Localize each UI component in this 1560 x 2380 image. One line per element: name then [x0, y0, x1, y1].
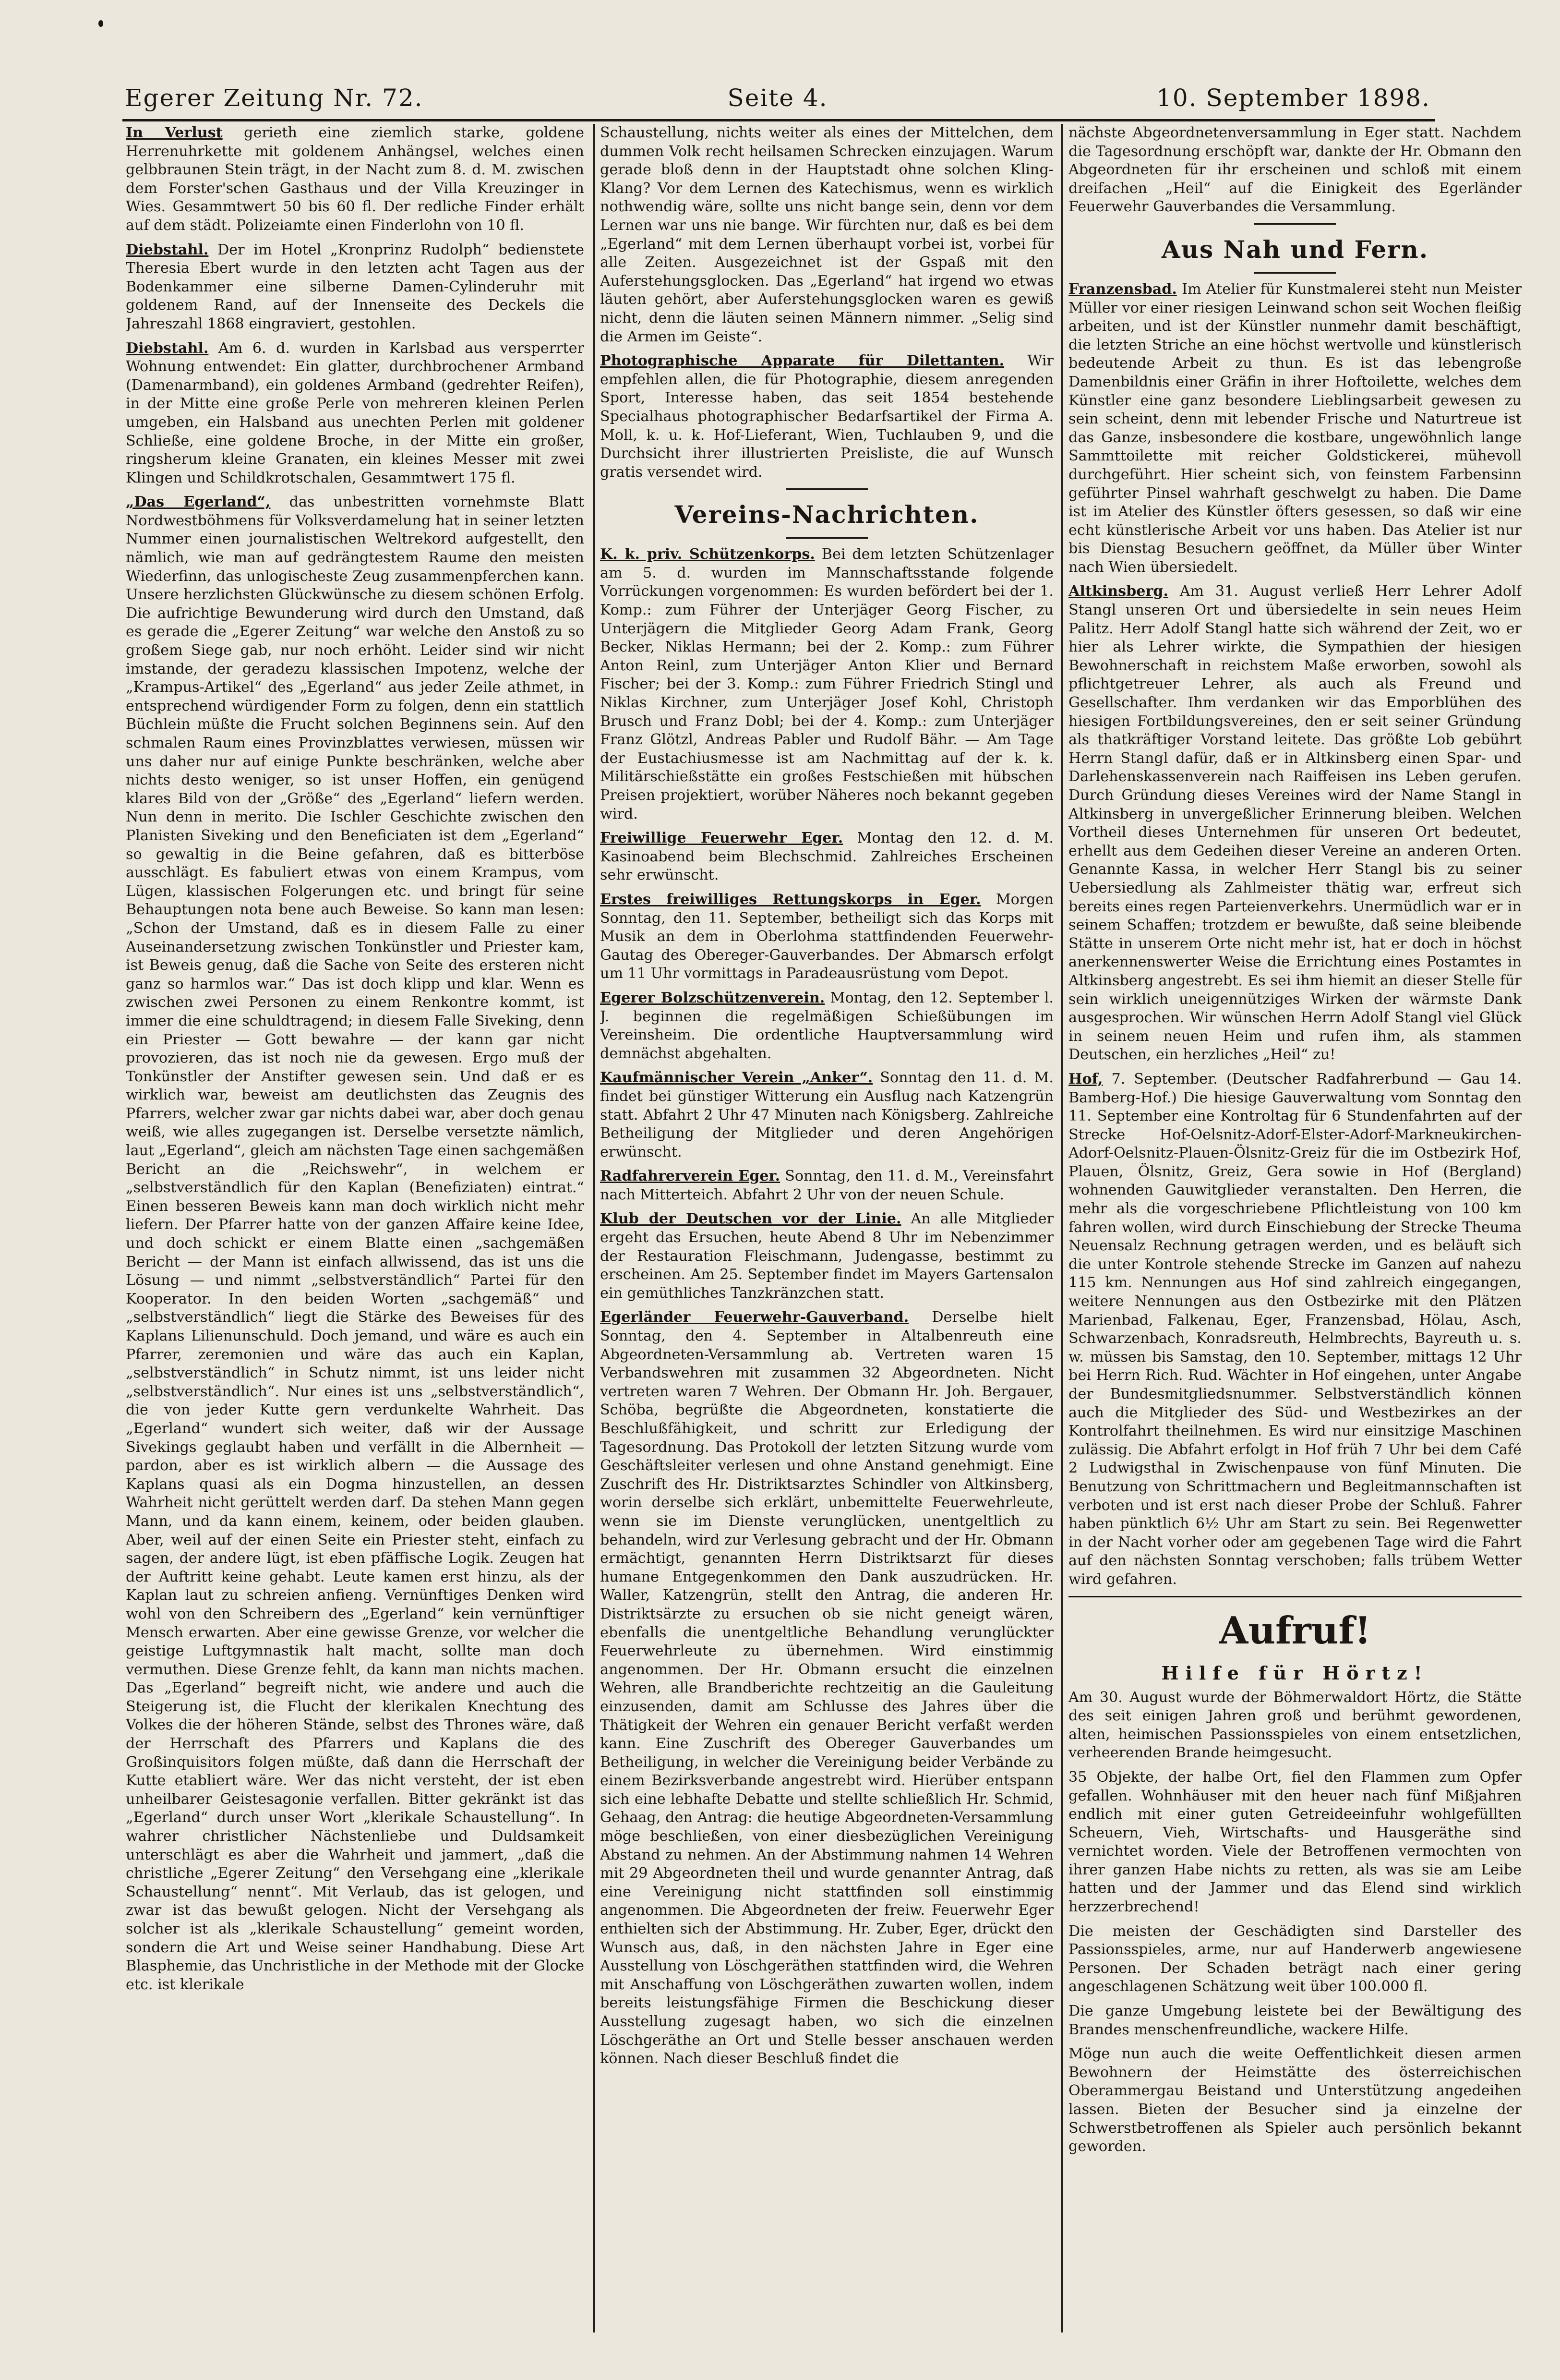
appeal-paragraph: Die ganze Umgebung leistete bei der Bewältigung des Brandes menschenfreundliche, wackere Hilfe. — [1068, 2003, 1522, 2038]
club-news-item: Klub der Deutschen vor der Linie. An alle Mitglieder ergeht das Ersuchen, heute Abend 8 Uhr im Nebenzimmer der Restauration Fleischmann, Judengasse, bestimmt zu erscheinen. Am 25. September findet im Mayers Gartensalon ein gemüthliches Tanzkränzchen statt. — [600, 1210, 1054, 1302]
article-egerland-polemic: „Das Egerland“, das unbestritten vornehmste Blatt Nordwestböhmens für Volksverdamelung hat in seiner letzten Nummer einen journalistischen Weltrekord aufgestellt, den nämlich, wie man auf gedrängtestem Raume den meisten Wiederfinn, das unlogischeste Zeug zusammenpferchen kann. Unsere herzlichsten Glückwünsche zu diesem schönen Erfolg. Die aufrichtige Bewunderung wird durch den Umstand, daß es gerade die „Egerer Zeitung“ war welche den Anstoß zu so großem Siege gab, nur noch erhöht. Leider sind wir nicht imstande, der geradezu klassischen Impotenz, welche der „Krampus-Artikel“ des „Egerland“ aus jeder Zeile athmet, in entsprechend würdigender Form zu folgen, denn ein stattlich Büchlein müßte die Frucht solchen Beginnens sein. Auf den schmalen Raum eines Provinzblattes verwiesen, müssen wir uns daher nur auf einige Punkte beschränken, welche aber nichts desto weniger, so ist unser Hoffen, ein genügend klares Bild von der „Größe“ des „Egerland“ liefern werden. Nun denn in merito. Die Ischler Geschichte zwischen den Planisten Siveking und den Beneficiaten ist dem „Egerland“ so gewaltig in die Beine gefahren, daß es bitterböse ausschlägt. Es fabuliert etwas von einem Krampus, vom Lügen, klassischen Folgerungen etc. und bringt für seine Behauptungen nota bene auch Beweise. So kann man lesen: „Schon der Umstand, daß es in diesem Falle zu einer Auseinandersetzung zwischen Tonkünstler und Priester kam, ist Beweis genug, daß die Sache von Seite des ersteren nicht ganz so harmlos war.“ Das ist doch klipp und klar. Wenn es zwischen zwei Personen zu einem Renkontre kommt, ist immer die eine schuldtragend; in diesem Falle Siveking, denn ein Priester — Gott bewahre — der kann gar nicht provozieren, das ist noch nie da gewesen. Ergo muß der Tonkünstler der Anstifter gewesen sein. Und daß er es wirklich war, beweist am deutlichsten das Zeugnis des Pfarrers, welcher zwar gar nichts dabei war, aber doch genau weiß, wie alles zugegangen ist. Derselbe versetzte nämlich, laut „Egerland“, gleich am nächsten Tage einen sachgemäßen Bericht an die „Reichswehr“, in welchem er „selbstverständlich für den Kaplan (Benefiziaten) eintrat.“ Einen besseren Beweis kann man doch wirklich nicht mehr liefern. Der Pfarrer hatte von der ganzen Affaire keine Idee, und doch schickt er einem Blatte einen „sachgemäßen Bericht — der Mann ist einfach allwissend, das ist uns die Lösung — und nimmt „selbstverständlich“ Partei für den Kooperator. In den beiden Worten „sachgemäß“ und „selbstverständlich“ liegt die Stärke des Beweises für des Kaplans Lilienunschuld. Doch jemand, und wäre es auch ein Pfarrer, zeremonien und wäre das auch ein Kaplan, „selbstverständlich“ in Schutz nimmt, ist uns leider nicht „selbstverständlich“. Nur eines ist uns „selbstverständlich“, die von jeder Kutte gern verdunkelte Wahrheit. Das „Egerland“ wundert sich weiter, daß wir der Aussage Sivekings geglaubt haben und verfällt in die Albernheit — pardon, aber es ist wirklich albern — die Aussage des Kaplans quasi als ein Dogma hinzustellen, an dessen Wahrheit nicht gerüttelt werden darf. Da stehen Mann gegen Mann, und da kann einem, keinem, oder beiden glauben. Aber, weil auf der einen Seite ein Priester steht, einfach zu sagen, der andere lügt, ist eben pfäffische Logik. Zeugen hat der Auftritt keine gehabt. Leute kamen erst hinzu, als der Kaplan laut zu schreien anfieng. Vernünftiges Denken wird wohl von den Schreibern des „Egerland“ kein vernünftiger Mensch erwarten. Aber eine gewisse Grenze, vor welcher die geistige Luftgymnastik halt macht, sollte man doch vermuthen. Diese Grenze fehlt, da kann man nichts machen. Das „Egerland“ begreift nicht, wie andere und auch die Steigerung ist, die Flucht der klerikalen Knechtung des Volkes die der höheren Stände, selbst des Thrones wäre, daß der Herrschaft des Pfarrers und Kaplans die des Großinquisitors folgen müßte, daß dann die Herrschaft der Kutte etabliert wäre. Wer das nicht versteht, der ist eben unheilbarer Geistesagonie verfallen. Bitter gekränkt ist das „Egerland“ durch unser Wort „klerikale Schaustellung“. In wahrer christlicher Nächstenliebe und Duldsamkeit unterschlägt es aber die Wahrheit und jammert, „daß die christliche „Egerer Zeitung“ den Versehgang eine „klerikale Schaustellung“ nennt“. Mit Verlaub, das ist gelogen, und zwar ist das bewußt gelogen. Nicht der Versehgang als solcher ist als „klerikale Schaustellung“ gemeint worden, sondern die Art und Weise seiner Handhabung. Diese Art Blasphemie, das Unchristliche in der Methode mit der Glocke etc. ist klerikale — [126, 494, 584, 1993]
notice-theft-karlsbad: Diebstahl. Am 6. d. wurden in Karlsbad aus versperrter Wohnung entwendet: Ein glatter, durchbrochener Armband (Damenarmband), ein goldenes Armband (gedrehter Reifen), in der Mitte eine große Perle von mehreren kleinen Perlen umgeben, ein Halsband aus unechten Perlen mit goldener Schließe, eine goldene Broche, in der Mitte ein großer, ringsherum kleine Granaten, ein kleines Messer mit zwei Klingen und Schildkrotschalen, Gesammtwert 175 fl. — [126, 339, 584, 486]
section-divider — [786, 537, 868, 539]
news-item: Hof, 7. September. (Deutscher Radfahrerbund — Gau 14. Bamberg-Hof.) Die hiesige Gauverwaltung vom Sonntag den 11. September eine Kontroltag für 6 Stundenfahrten auf der Strecke Hof-Oelsnitz-Adorf-Elster-Adorf-Markneukirchen-Adorf-Oelsnitz-Plauen-Ölsnitz-Greiz für die im Ostbezirk Hof, Plauen, Ölsnitz, Greiz, Gera sowie in Hof (Bergland) wohnenden Gauwitglieder veranstalten. Den Herren, die mehr als die vorgeschriebene Pflichtleistung von 100 km fahren wollen, wird durch Einschiebung der Strecke Theuma Neuensalz Rechnung getragen werden, und es beläuft sich die unter Kontrole stehende Strecke im Ganzen auf nahezu 115 km. Nennungen aus Hof sind zahlreich eingegangen, weitere Nennungen aus den Ostbezirke mit den Plätzen Marienbad, Falkenau, Eger, Franzensbad, Hölau, Asch, Schwarzenbach, Konradsreuth, Helmbrechts, Bayreuth u. s. w. müssen bis Samstag, den 10. September, mittags 12 Uhr bei Herrn Rich. Rud. Wächter in Hof eingehen, unter Angabe der Bundesmitgliedsnummer. Selbstverständlich können auch die Mitglieder des Süd- und Westbezirkes an der Kontrolfahrt theilnehmen. Es wird nur einsitzige Maschinen zulässig. Die Abfahrt erfolgt in Hof früh 7 Uhr bei dem Café 2 Ludwigsthal in Zwischenpause von fünf Minuten. Die Benutzung von Schrittmachern und Begleitmannschaften ist verboten und ist erst nach dieser Probe der Schluß. Fahrer haben pünktlich 6½ Uhr am Start zu sein. Bei Regenwetter in der Nacht vorher oder am gegebenen Tage wird die Fahrt auf den nächsten Sonntag verschoben; falls trübem Wetter wird gefahren. — [1068, 1070, 1522, 1588]
paper-speck — [98, 20, 103, 27]
appeal-paragraph: Möge nun auch die weite Oeffentlichkeit diesen armen Bewohnern der Heimstätte des österreichischen Oberammergau Beistand und Unterstützung angedeihen lassen. Bieten der Besucher sind ja einzelne der Schwerstbetroffenen als Spieler auch persönlich bekannt geworden. — [1068, 2045, 1522, 2155]
notice-lost-watch-chain: In Verlust gerieth eine ziemlich starke, goldene Herrenuhrkette mit goldenem Anhängsel, welches einen gelbbraunen Stein trägt, in der Nacht zum 8. d. M. zwischen dem Forster'schen Gasthaus und der Villa Kreuzinger in Wies. Gesammtwert 50 bis 60 fl. Der redliche Finder erhält auf dem städt. Polizeiamte einen Finderlohn von 10 fl. — [126, 124, 584, 234]
club-news-item: Kaufmännischer Verein „Anker“. Sonntag den 11. d. M. findet bei günstiger Witterung ein Ausflug nach Katzengrün statt. Abfahrt 2 Uhr 47 Minuten nach Königsberg. Zahlreiche Betheiligung der Mitglieder und deren Angehörigen erwünscht. — [600, 1069, 1054, 1160]
section-divider — [1254, 223, 1336, 225]
header-newspaper-name: Egerer Zeitung Nr. 72. — [125, 84, 423, 112]
ad-photographic-apparatus: Photographische Apparate für Dilettanten. Wir empfehlen allen, die für Photographie, diesem anregenden Sport, Interesse haben, das seit 1854 bestehende Specialhaus photographischer Bedarfsartikel der Firma A. Moll, k. u. k. Hof-Lieferant, Wien, Tuchlauben 9, und die Durchsicht ihrer illustrierten Preisliste, die auf Wunsch gratis versendet wird. — [600, 352, 1054, 481]
appeal-title: Aufruf! — [1219, 1608, 1371, 1653]
appeal-paragraph: Am 30. August wurde der Böhmerwaldort Hörtz, die Stätte des seit einigen Jahren groß und berühmt gewordenen, alten, heimischen Passionsspieles von einem entsetzlichen, verheerenden Brande heimgesucht. — [1068, 1689, 1522, 1762]
appeal-subtitle: Hilfe für Hörtz! — [1161, 1662, 1429, 1684]
club-news-item: Erstes freiwilliges Rettungskorps in Eger. Morgen Sonntag, den 11. September, betheiligt sich das Korps mit Musik an dem in Oberlohma stattfindenden Feuerwehr-Gautag des Obereger-Gauverbandes. Der Abmarsch erfolgt um 11 Uhr vormittags in Paradeausrüstung vom Depot. — [600, 891, 1054, 982]
appeal-divider — [1068, 1596, 1522, 1597]
column-2 — [600, 124, 1054, 2332]
appeal-paragraph: 35 Objekte, der halbe Ort, fiel den Flammen zum Opfer gefallen. Wohnhäuser mit den heuer nach fünf Mißjahren endlich mit einer guten Getreideeinfuhr wohlgefüllten Scheuern, Vieh, Wirtschafts- und Hausgeräthe sind vernichtet worden. Viele der Betroffenen vermochten von ihrer ganzen Habe nichts zu retten, als was sie am Leibe hatten und der Jammer und das Elend sind wirklich herzzerbrechend! — [1068, 1768, 1522, 1916]
appeal-paragraph: Die meisten der Geschädigten sind Darsteller des Passionsspieles, arme, nur auf Handerwerb angewiesene Personen. Der Schaden beträgt nach einer gering angeschlagenen Schätzung weit über 100.000 fl. — [1068, 1922, 1522, 1995]
column-1 — [126, 124, 584, 2332]
header-page-number: Seite 4. — [727, 84, 828, 112]
club-news-continued: nächste Abgeordnetenversammlung in Eger statt. Nachdem die Tagesordnung erschöpft war, dankte der Hr. Obmann den Abgeordneten für ihr erscheinen und schloß mit einem dreifachen „Heil“ auf die Einigkeit des Egerländer Feuerwehr Gauverbandes die Versammlung. — [1068, 124, 1522, 216]
club-news-item: Egerer Bolzschützenverein. Montag, den 12. September l. J. beginnen die regelmäßigen Schießübungen im Vereinsheim. Die ordentliche Hauptversammlung wird demnächst abgehalten. — [600, 989, 1054, 1062]
club-news-item: K. k. priv. Schützenkorps. Bei dem letzten Schützenlager am 5. d. wurden im Mannschaftsstande folgende Vorrückungen vorgenommen: Es wurden befördert bei der 1. Komp.: zum Führer der Unterjäger Georg Fischer, zu Unterjägern die Mitglieder Georg Adam Frank, Georg Becker, Niklas Hermann; bei der 2. Komp.: zum Führer Anton Reinl, zum Unterjäger Anton Klier und Bernard Fischer; bei der 3. Komp.: zum Führer Friedrich Stingl und Niklas Kirchner, zum Unterjäger Josef Kohl, Christoph Brusch und Franz Dobl; bei der 4. Komp.: zum Unterjäger Franz Glötzl, Andreas Pabler und Rudolf Bähr. — Am Tage der Eustachiusmesse ist am Nachmittag auf der k. k. Militärschießstätte ein großes Festschießen mit hübschen Preisen projektiert, worüber Näheres noch bekannt gegeben wird. — [600, 546, 1054, 822]
news-item: Franzensbad. Im Atelier für Kunstmalerei steht nun Meister Müller vor einer riesigen Leinwand schon seit Wochen fleißig arbeiten, und ist der Künstler nunmehr damit beschäftigt, die letzten Striche an eine höchst wertvolle und künstlerisch bedeutende Arbeit zu thun. Es ist das lebengroße Damenbildnis einer Gräfin in ihrer Hoftoilette, welches dem Künstler eine ganz besondere Lieblingsarbeit gewesen zu sein scheint, denn mit lebender Frische und Naturtreue ist das Ganze, insbesondere die kostbare, ungewöhnlich lange Sammttoilette mit reicher Goldstickerei, mühevoll durchgeführt. Hier scheint sich, von feinstem Farbensinn geführter Pinsel wahrhaft geschwelgt zu haben. Die Dame ist im Atelier des Künstler öfters gesessen, so daß wir eine echt künstlerische Arbeit vor uns haben. Das Atelier ist nur bis Dienstag Besuchern geöffnet, da Müller über Winter nach Wien übersiedelt. — [1068, 280, 1522, 576]
club-news-item: Radfahrerverein Eger. Sonntag, den 11. d. M., Vereinsfahrt nach Mitterteich. Abfahrt 2 Uhr von der neuen Schule. — [600, 1168, 1054, 1203]
section-title-club-news: Vereins-Nachrichten. — [674, 500, 979, 529]
notice-theft-hotel: Diebstahl. Der im Hotel „Kronprinz Rudolph“ bedienstete Theresia Ebert wurde in den letzten acht Tagen aus der Bodenkammer eine silberne Damen-Cylinderuhr mit goldenem Rand, auf der Innenseite des Deckels die Jahreszahl 1868 eingraviert, gestohlen. — [126, 241, 584, 332]
column-divider-2 — [1061, 124, 1063, 2332]
header-rule — [122, 119, 1435, 121]
article-egerland-continued: Schaustellung, nichts weiter als eines der Mittelchen, dem dummen Volk recht heilsamen Schrecken einzujagen. Warum gerade bloß denn in der Hauptstadt ohne solchen Kling-Klang? Vor dem Lernen des Katechismus, wenn es wirklich nothwendig wäre, sollte uns nicht bange sein, denn vor dem Lernen war uns nie bange. Wir fürchten nur, daß es bei dem „Egerland“ mit dem Lernen überhaupt vorbei ist, vorbei für alle Zeiten. Ausgezeichnet ist der Gspaß mit den Auferstehungsglocken. Das „Egerland“ hat irgend wo etwas läuten gehört, aber Auferstehungsglocken waren es gewiß nicht, denn die läuten seinen Männern nimmer. „Selig sind die Armen im Geiste“. — [600, 124, 1054, 345]
section-divider — [786, 488, 868, 490]
section-title-near-and-far: Aus Nah und Fern. — [1161, 235, 1429, 264]
column-divider-1 — [593, 124, 595, 2332]
club-news-item: Freiwillige Feuerwehr Eger. Montag den 12. d. M. Kasinoabend beim Blechschmid. Zahlreiches Erscheinen sehr erwünscht. — [600, 830, 1054, 884]
column-3 — [1068, 124, 1522, 2332]
page-header — [125, 84, 1430, 113]
section-divider — [1254, 272, 1336, 274]
header-date: 10. September 1898. — [1156, 84, 1430, 112]
club-news-item: Egerländer Feuerwehr-Gauverband. Derselbe hielt Sonntag, den 4. September in Altalbenreuth eine Abgeordneten-Versammlung ab. Vertreten waren 15 Verbandswehren mit zusammen 32 Abgeordneten. Nicht vertreten waren 7 Wehren. Der Obmann Hr. Joh. Bergauer, Schöba, begrüßte die Abgeordneten, konstatierte die Beschlußfähigkeit, und schritt zur Erledigung der Tagesordnung. Das Protokoll der letzten Sitzung wurde vom Geschäftsleiter verlesen und ohne Anstand genehmigt. Eine Zuschrift des Hr. Distriktsarztes Schindler von Altkinsberg, worin derselbe sich erklärt, unbemittelte Feuerwehrleute, wenn sie im Dienste verunglücken, unentgeltlich zu behandeln, wird zur Verlesung gebracht und der Hr. Obmann ermächtigt, genannten Herrn Distriktsarzt für dieses humane Entgegenkommen den Dank auszudrücken. Hr. Waller, Katzengrün, stellt den Antrag, die anderen Hr. Distriktsärzte zu ersuchen ob sie nicht geneigt wären, ebenfalls die unentgeltliche Behandlung verunglückter Feuerwehrleute zu übernehmen. Wird einstimmig angenommen. Der Hr. Obmann ersucht die einzelnen Wehren, alle Brandberichte rechtzeitig an die Gauleitung einzusenden, damit am Schlusse des Jahres über die Thätigkeit der Wehren ein genauer Bericht verfaßt werden kann. Eine Zuschrift des Obereger Gauverbandes um Betheiligung, in welcher die Vereinigung beider Verbände zu einem Bezirksverbande angestrebt wird. Hierüber entspann sich eine lebhafte Debatte und stellte schließlich Hr. Schmid, Gehaag, den Antrag: die heutige Abgeordneten-Versammlung möge beschließen, von einer diesbezüglichen Vereinigung Abstand zu nehmen. An der Abstimmung nahmen 14 Wehren mit 29 Abgeordneten theil und wurde genannter Antrag, daß eine Vereinigung nicht stattfinden soll einstimmig angenommen. Die Abgeordneten der freiw. Feuerwehr Eger enthielten sich der Abstimmung. Hr. Zuber, Eger, drückt den Wunsch aus, daß, in den nächsten Jahre in Eger eine Ausstellung von Löschgeräthen stattfinden wird, die Wehren mit Anschaffung von Löschgeräthen zuwarten wollen, indem bereits leistungsfähige Firmen die Beschickung dieser Ausstellung zugesagt haben, wo sich die einzelnen Löschgeräthe an Ort und Stelle besser anschauen werden können. Nach dieser Beschluß findet die — [600, 1309, 1054, 2067]
news-item: Altkinsberg. Am 31. August verließ Herr Lehrer Adolf Stangl unseren Ort und übersiedelte in sein neues Heim Palitz. Herr Adolf Stangl hatte sich während der Zeit, wo er hier als Lehrer wirkte, die Sympathien der hiesigen Bewohnerschaft in reichstem Maße erworben, sowohl als pflichtgetreuer Lehrer, als auch als Freund und Gesellschafter. Ihm verdanken wir das Emporblühen des hiesigen Fortbildungsvereines, den er seit seiner Gründung als thatkräftiger Vorstand leitete. Das größte Lob gebührt Herrn Stangl dafür, daß er in Altkinsberg einen Spar- und Darlehenskassenverein nach Raiffeisen ins Leben gerufen. Durch Gründung dieses Vereines wird der Name Stangl in Altkinsberg in unvergeßlicher Erinnerung bleiben. Welchen Vortheil dieses Unternehmen für unseren Ort bedeutet, erhellt aus dem Gedeihen dieser Vereine an anderen Orten. Genannte Kassa, in welcher Herr Stangl bis zu seiner Uebersiedlung als Zahlmeister thätig war, erfreut sich bereits eines regen Parteienverkehrs. Unermüdlich war er in seinem Schaffen; trotzdem er bewußte, daß seine bleibende Stätte in unserem Orte nicht mehr ist, hat er doch in höchst anerkennenswerter Weise die Errichtung eines Postamtes in Altkinsberg angestrebt. Es sei ihm hiemit an dieser Stelle für sein wirklich uneigennütziges Wirken der wärmste Dank ausgesprochen. Wir wünschen Herrn Adolf Stangl viel Glück in seinem neuen Heim und rufen ihm, als stammen Deutschen, ein herzliches „Heil“ zu! — [1068, 583, 1522, 1063]
